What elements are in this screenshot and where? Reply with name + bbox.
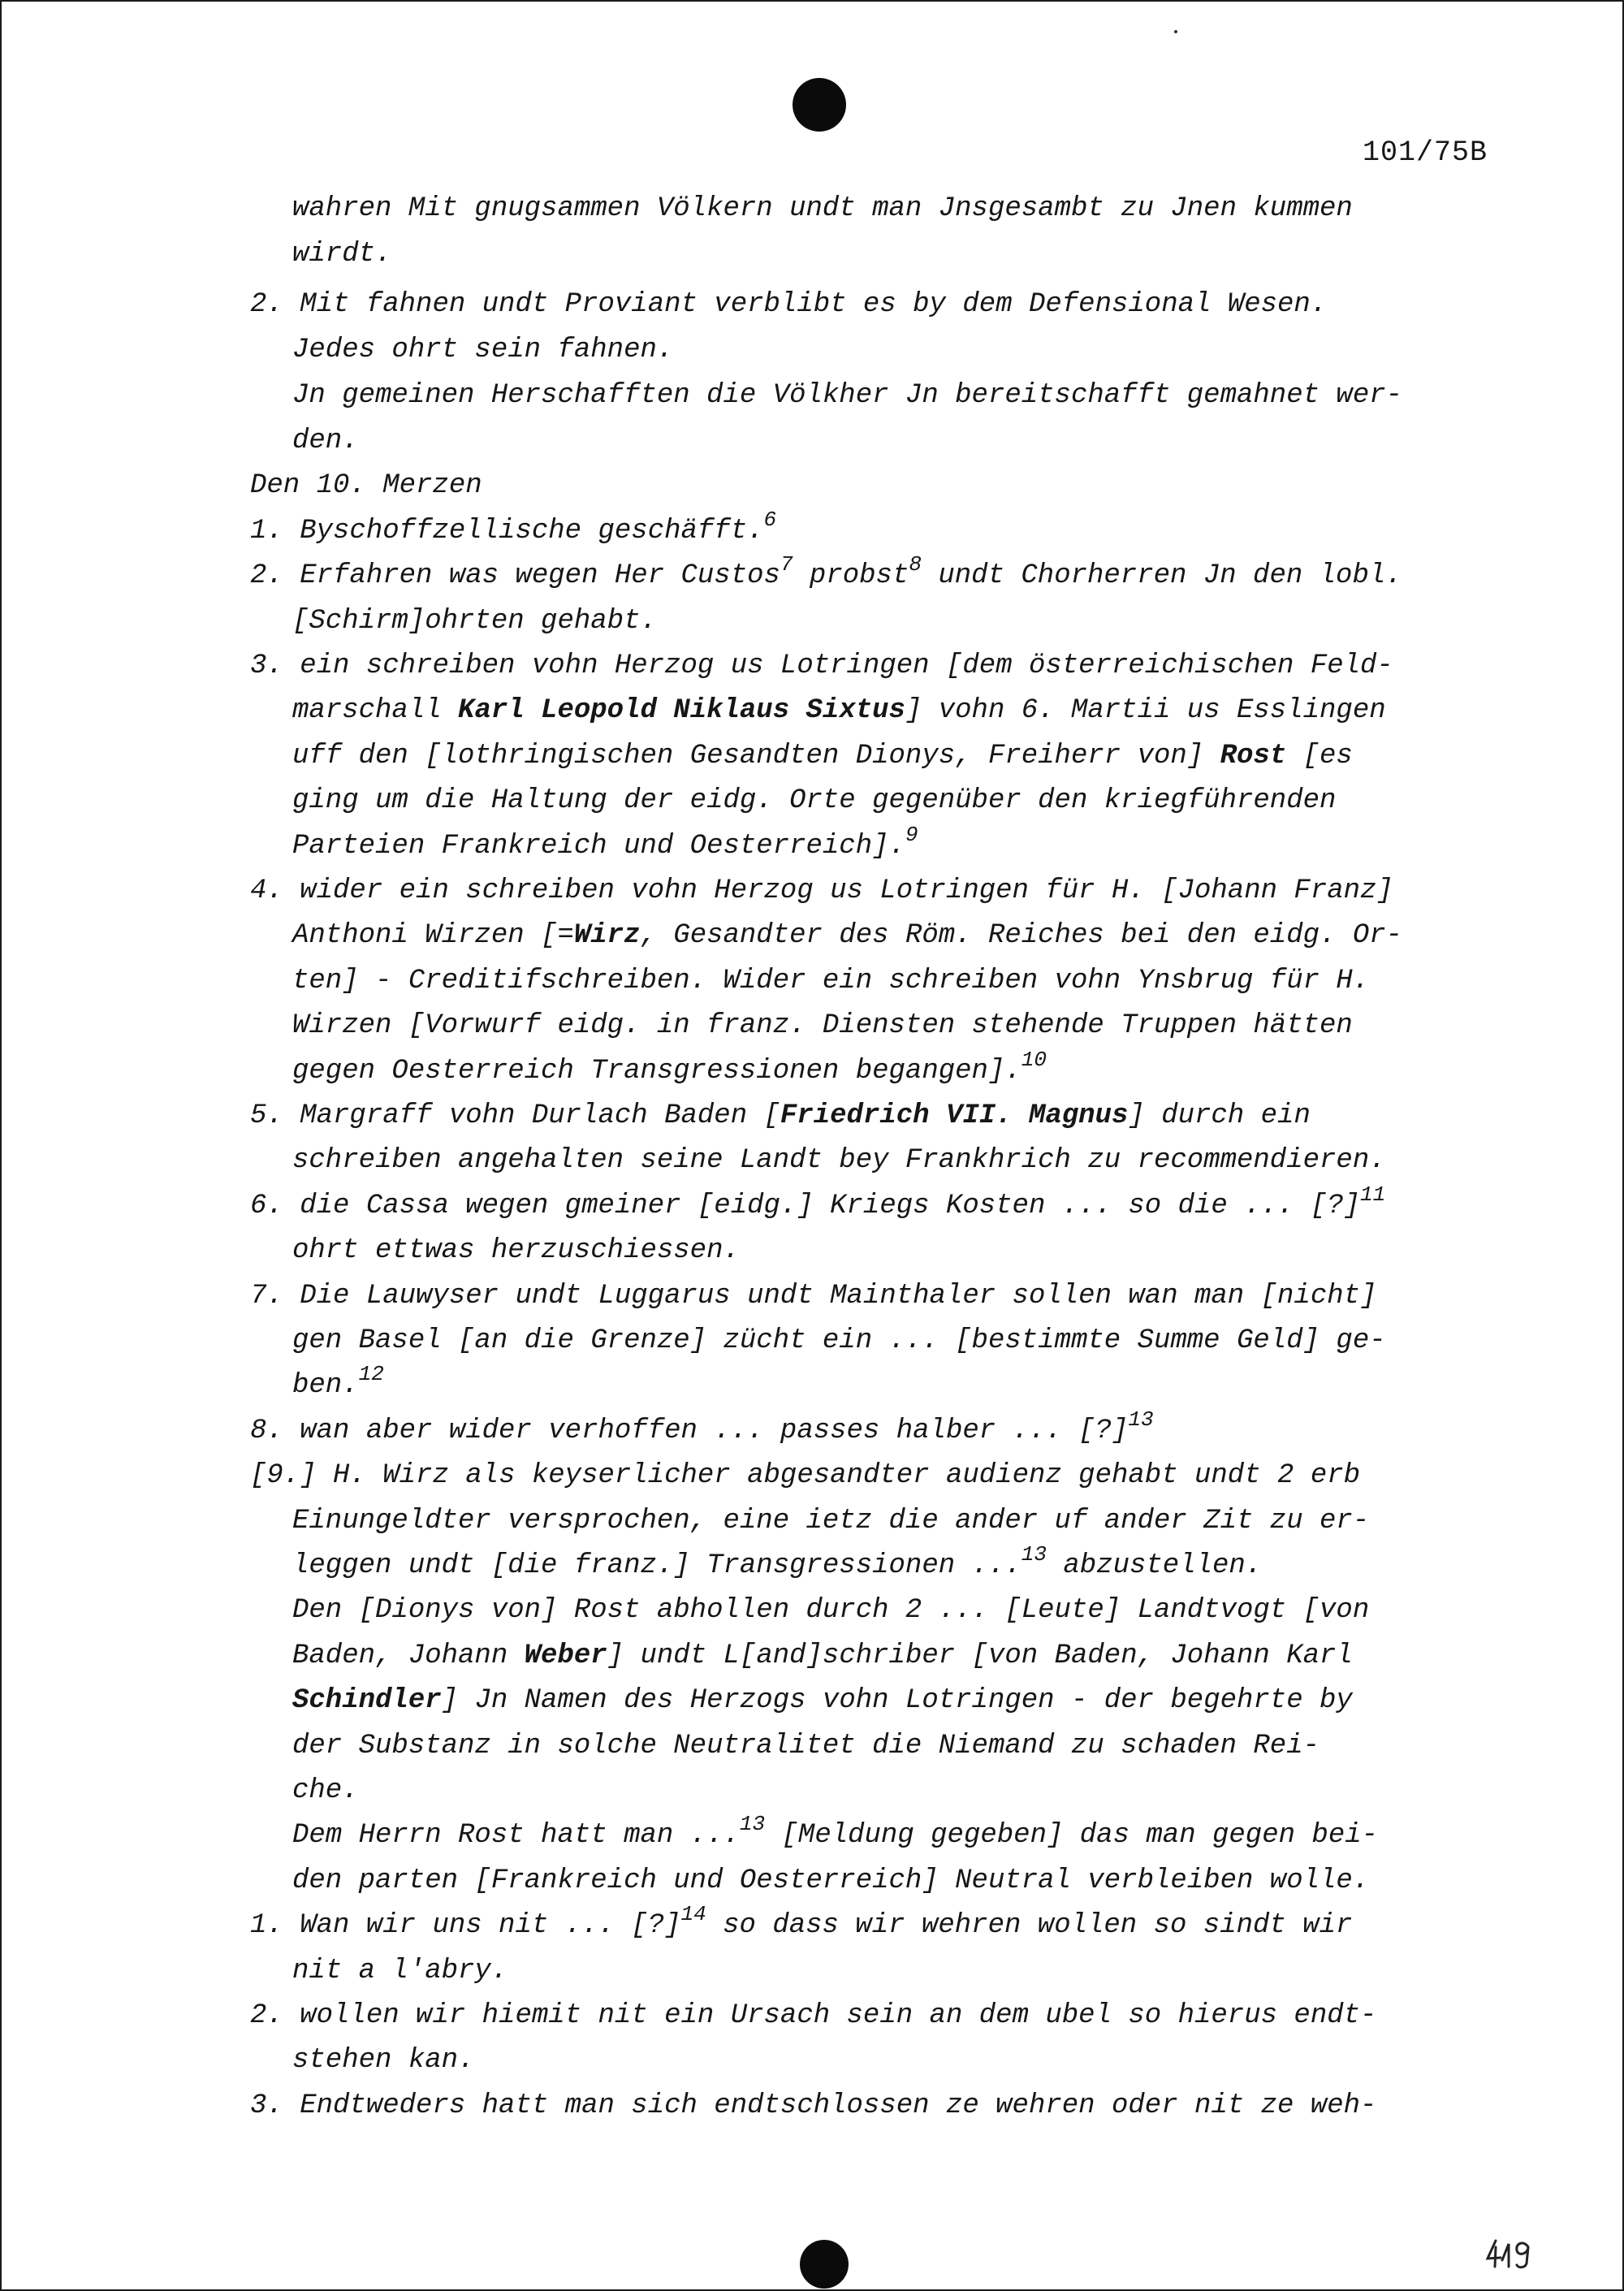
bold-name: Friedrich VII. Magnus xyxy=(780,1100,1129,1131)
footnote-ref: 11 xyxy=(1360,1182,1386,1207)
text-line: gegen Oesterreich Transgressionen begangen].$^{10}$ xyxy=(292,1048,1047,1087)
item-number: [9.] xyxy=(250,1460,317,1491)
document-reference: 101/75B xyxy=(1362,136,1488,169)
list-item: 8. wan aber wider verhoffen ... passes halber ... [?]$^{13}$ xyxy=(250,1407,1154,1446)
text-line: Einungeldter versprochen, eine ietz die ander uf ander Zit zu er- xyxy=(292,1506,1370,1537)
text-line: gen Basel [an die Grenze] zücht ein ... [bestimmte Summe Geld] ge- xyxy=(292,1325,1386,1356)
text-line: Den [Dionys von] Rost abhollen durch 2 ... [Leute] Landtvogt [von xyxy=(292,1595,1370,1626)
item-number: 2. xyxy=(250,560,283,591)
text-line: Parteien Frankreich und Oesterreich].$^9$ xyxy=(292,823,918,862)
text-line: marschall Karl Leopold Niklaus Sixtus] vohn 6. Martii us Esslingen xyxy=(292,695,1386,726)
text-line: den parten [Frankreich und Oesterreich] Neutral verbleiben wolle. xyxy=(292,1865,1370,1896)
text-line: schreiben angehalten seine Landt bey Frankhrich zu recommendieren. xyxy=(292,1145,1386,1176)
text-line: der Substanz in solche Neutralitet die Niemand zu schaden Rei- xyxy=(292,1731,1320,1761)
list-item: 2. Mit fahnen undt Proviant verblibt es by dem Defensional Wesen. xyxy=(250,289,1328,320)
text-line: stehen kan. xyxy=(292,2045,475,2076)
bold-name: Weber xyxy=(524,1640,607,1671)
footnote-ref: 14 xyxy=(680,1902,706,1926)
text-line: Baden, Johann Weber] undt L[and]schriber [von Baden, Johann Karl xyxy=(292,1640,1353,1671)
footnote-ref: 10 xyxy=(1021,1048,1047,1072)
text-line: Schindler] Jn Namen des Herzogs vohn Lotringen - der begehrte by xyxy=(292,1685,1353,1716)
list-item: 5. Margraff vohn Durlach Baden [Friedrich VII. Magnus] durch ein xyxy=(250,1100,1311,1131)
item-number: 2. xyxy=(250,2000,283,2031)
item-number: 8. xyxy=(250,1416,283,1446)
item-number: 1. xyxy=(250,516,283,547)
item-number: 7. xyxy=(250,1281,283,1312)
list-item: 2. wollen wir hiemit nit ein Ursach sein an dem ubel so hierus endt- xyxy=(250,2000,1377,2031)
text-line: Anthoni Wirzen [=Wirz, Gesandter des Röm. Reiches bei den eidg. Or- xyxy=(292,920,1403,951)
footnote-ref: 13 xyxy=(1128,1407,1154,1432)
item-number: 3. xyxy=(250,651,283,681)
footnote-ref: 7 xyxy=(780,552,793,577)
bold-name: Karl Leopold Niklaus Sixtus xyxy=(458,695,905,726)
text-line: ben.$^{12}$ xyxy=(292,1362,384,1401)
bold-name: Schindler xyxy=(292,1685,442,1716)
text-line: den. xyxy=(292,426,359,456)
text-line: nit a l'abry. xyxy=(292,1956,508,1986)
footnote-ref: 12 xyxy=(358,1362,384,1386)
text-line: Jn gemeinen Herschafften die Völkher Jn bereitschafft gemahnet wer- xyxy=(292,380,1403,411)
punch-hole-top xyxy=(793,78,846,132)
list-item: 1. Wan wir uns nit ... [?]$^{14}$ so dass wir wehren wollen so sindt wir xyxy=(250,1902,1353,1941)
text-line: Wirzen [Vorwurf eidg. in franz. Diensten stehende Truppen hätten xyxy=(292,1010,1353,1041)
list-item: 3. ein schreiben vohn Herzog us Lotringen [dem österreichischen Feld- xyxy=(250,651,1393,681)
footnote-ref: 6 xyxy=(763,508,777,532)
item-number: 6. xyxy=(250,1191,283,1221)
bold-name: Wirz xyxy=(573,920,641,951)
text-line: Dem Herrn Rost hatt man ...$^{13}$ [Meldung gegeben] das man gegen bei- xyxy=(292,1812,1379,1851)
list-item: 4. wider ein schreiben vohn Herzog us Lotringen für H. [Johann Franz] xyxy=(250,875,1393,906)
footnote-ref: 13 xyxy=(1021,1542,1047,1567)
item-number: 5. xyxy=(250,1100,283,1131)
list-item: 6. die Cassa wegen gmeiner [eidg.] Kriegs Kosten ... so die ... [?]$^{11}$ xyxy=(250,1182,1386,1221)
text-line: ohrt ettwas herzuschiessen. xyxy=(292,1235,740,1266)
scan-speck xyxy=(1174,30,1177,33)
text-line: uff den [lothringischen Gesandten Dionys, Freiherr von] Rost [es xyxy=(292,741,1353,772)
footnote-ref: 13 xyxy=(739,1812,766,1836)
text-line: che. xyxy=(292,1775,359,1806)
bold-name: Rost xyxy=(1220,741,1287,772)
punch-hole-bottom xyxy=(800,2240,849,2289)
list-item: 2. Erfahren was wegen Her Custos$^7$ probst$^8$ undt Chorherren Jn den lobl. xyxy=(250,552,1402,591)
list-item: [9.] H. Wirz als keyserlicher abgesandter audienz gehabt undt 2 erb xyxy=(250,1460,1361,1491)
list-item: 3. Endtweders hatt man sich endtschlossen ze wehren oder nit ze weh- xyxy=(250,2090,1377,2121)
item-number: 4. xyxy=(250,875,283,906)
text-line: ten] - Creditifschreiben. Wider ein schreiben vohn Ynsbrug für H. xyxy=(292,966,1370,996)
text-line: wirdt. xyxy=(292,239,392,270)
list-item: 1. Byschoffzellische geschäfft.$^6$ xyxy=(250,508,777,547)
item-number: 1. xyxy=(250,1910,283,1941)
date-heading: Den 10. Merzen xyxy=(250,470,482,501)
list-item: 7. Die Lauwyser undt Luggarus undt Mainthaler sollen wan man [nicht] xyxy=(250,1281,1377,1312)
item-number: 2. xyxy=(250,289,283,320)
text-line: ging um die Haltung der eidg. Orte gegenüber den kriegführenden xyxy=(292,785,1337,816)
text-line: leggen undt [die franz.] Transgressionen ...$^{13}$ abzustellen. xyxy=(292,1542,1263,1581)
footnote-ref: 9 xyxy=(905,823,918,847)
text-line: wahren Mit gnugsammen Völkern undt man Jnsgesambt zu Jnen kummen xyxy=(292,193,1353,224)
text-line: [Schirm]ohrten gehabt. xyxy=(292,606,657,637)
footnote-ref: 8 xyxy=(909,552,922,577)
text-line: Jedes ohrt sein fahnen. xyxy=(292,335,674,365)
handwritten-folio-number xyxy=(1484,2236,1535,2270)
item-number: 3. xyxy=(250,2090,283,2121)
